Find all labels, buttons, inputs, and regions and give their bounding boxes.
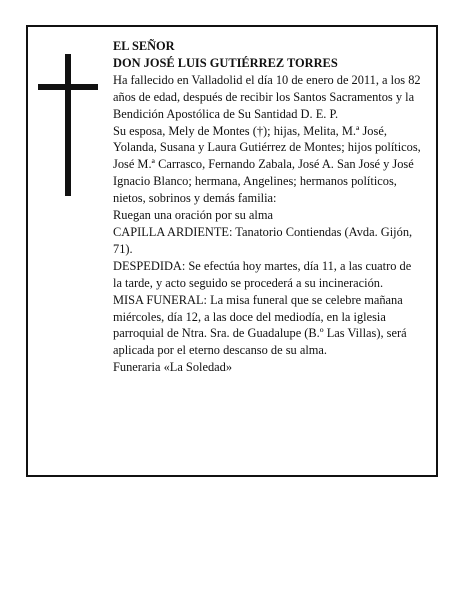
- cross-horizontal-bar: [38, 84, 98, 90]
- obituary-text-block: [113, 38, 423, 376]
- cross-vertical-bar: [65, 54, 71, 196]
- cross-icon: [38, 54, 98, 196]
- prayer-request: Ruegan una oración por su alma: [113, 208, 273, 223]
- deceased-name: DON JOSÉ LUIS GUTIÉRREZ TORRES: [113, 55, 338, 70]
- funeral-home: Funeraria «La Soledad»: [113, 360, 233, 375]
- family-list: Su esposa, Mely de Montes (†); hijas, Melita, M.ª José, Yolanda, Susana y Laura Gutiérrez de Montes; hijos políticos, José M.ª Carrasco, Fernando Zabala, José A. San José y José Ignacio Blanco; hermana, Angelines; hermanos políticos, nietos, sobrinos y demás familia:: [113, 123, 421, 206]
- death-announcement: Ha fallecido en Valladolid el día 10 de enero de 2011, a los 82 años de edad, después de recibir los Santos Sacramentos y la Bendición Apostólica de Su Santidad D. E. P.: [113, 72, 421, 121]
- funeral-mass-info: MISA FUNERAL: La misa funeral que se celebre mañana miércoles, día 12, a las doce del mediodía, en la iglesia parroquial de Ntra. Sra. de Guadalupe (B.º Las Villas), será aplicada por el eterno descanso de su alma.: [113, 292, 407, 358]
- notice-title: EL SEÑOR: [113, 39, 175, 53]
- farewell-info: DESPEDIDA: Se efectúa hoy martes, día 11, a las cuatro de la tarde, y acto seguido se procederá a su incineración.: [113, 258, 412, 290]
- chapel-info: CAPILLA ARDIENTE: Tanatorio Contiendas (Avda. Gijón, 71).: [113, 224, 413, 256]
